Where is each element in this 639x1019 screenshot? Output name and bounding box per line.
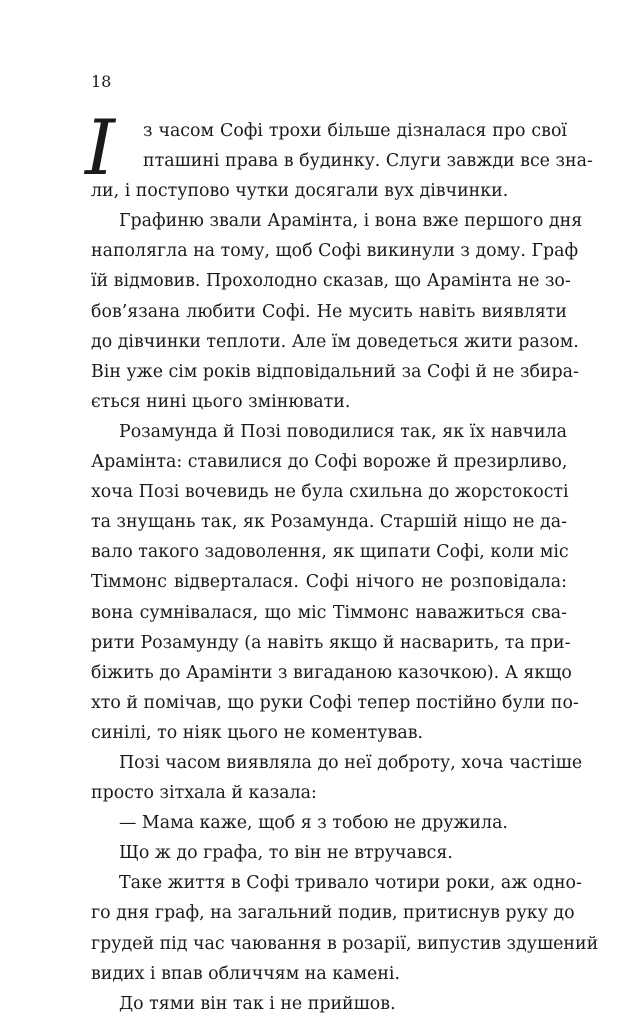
drop-cap: І — [85, 103, 116, 192]
text-line: Він уже сім років відповідальний за Софі й не збира- — [91, 361, 579, 382]
text-line: Що ж до графа, то він не втручався. — [119, 843, 453, 864]
body-text — [85, 103, 599, 1019]
text-line: вона сумнівалася, що міс Тіммонс наважиться сва- — [91, 602, 567, 623]
text-line: до дівчинки теплоти. Але їм доведеться жити разом. — [91, 331, 579, 352]
text-line: Тіммонс відверталася. Софі нічого не розповідала: — [91, 572, 567, 593]
text-line: синілі, то ніяк цього не коментував. — [91, 722, 424, 743]
text-line: ється нині цього змінювати. — [91, 391, 351, 412]
text-line: видих і впав обличчям на камені. — [91, 963, 400, 984]
text-line: бов’язана любити Софі. Не мусить навіть виявляти — [91, 301, 567, 322]
text-line: пташині права в будинку. Слуги завжди все зна- — [143, 151, 593, 172]
text-line: Розамунда й Позі поводилися так, як їх навчила — [119, 421, 567, 442]
text-line: рити Розамунду (а навіть якщо й насварить, та при- — [91, 632, 571, 653]
text-line: Таке життя в Софі тривало чотири роки, аж одно- — [119, 873, 582, 894]
text-line: хто й помічав, що руки Софі тепер постійно були по- — [91, 692, 579, 713]
text-line: їй відмовив. Прохолодно сказав, що Арамінта не зо- — [91, 271, 571, 292]
text-line: Позі часом виявляла до неї доброту, хоча частіше — [119, 752, 583, 773]
text-line: наполягла на тому, щоб Софі викинули з дому. Граф — [91, 241, 579, 262]
text-line: Арамінта: ставилися до Софі вороже й презирливо, — [91, 452, 568, 473]
text-line: та знущань так, як Розамунда. Старшій ніщо не да- — [91, 512, 567, 533]
text-line: грудей під час чаювання в розарії, випустив здушений — [91, 933, 599, 954]
page-number: 18 — [91, 72, 112, 91]
text-line: просто зітхала й казала: — [91, 783, 317, 804]
text-line: Графиню звали Арамінта, і вона вже першого дня — [119, 211, 583, 232]
text-line: До тями він так і не прийшов. — [119, 993, 396, 1014]
dialogue-line: — Мама каже, щоб я з тобою не дружила. — [119, 813, 508, 834]
text-line: біжить до Арамінти з вигаданою казочкою). А якщо — [91, 662, 572, 683]
text-line: з часом Софі трохи більше дізналася про свої — [143, 121, 567, 141]
text-line: го дня граф, на загальний подив, притиснув руку до — [91, 903, 575, 924]
text-line: ли, і поступово чутки досягали вух дівчинки. — [91, 181, 509, 202]
text-line: хоча Позі вочевидь не була схильна до жорстокості — [91, 482, 569, 503]
text-line: вало такого задоволення, як щипати Софі, коли міс — [91, 542, 569, 563]
